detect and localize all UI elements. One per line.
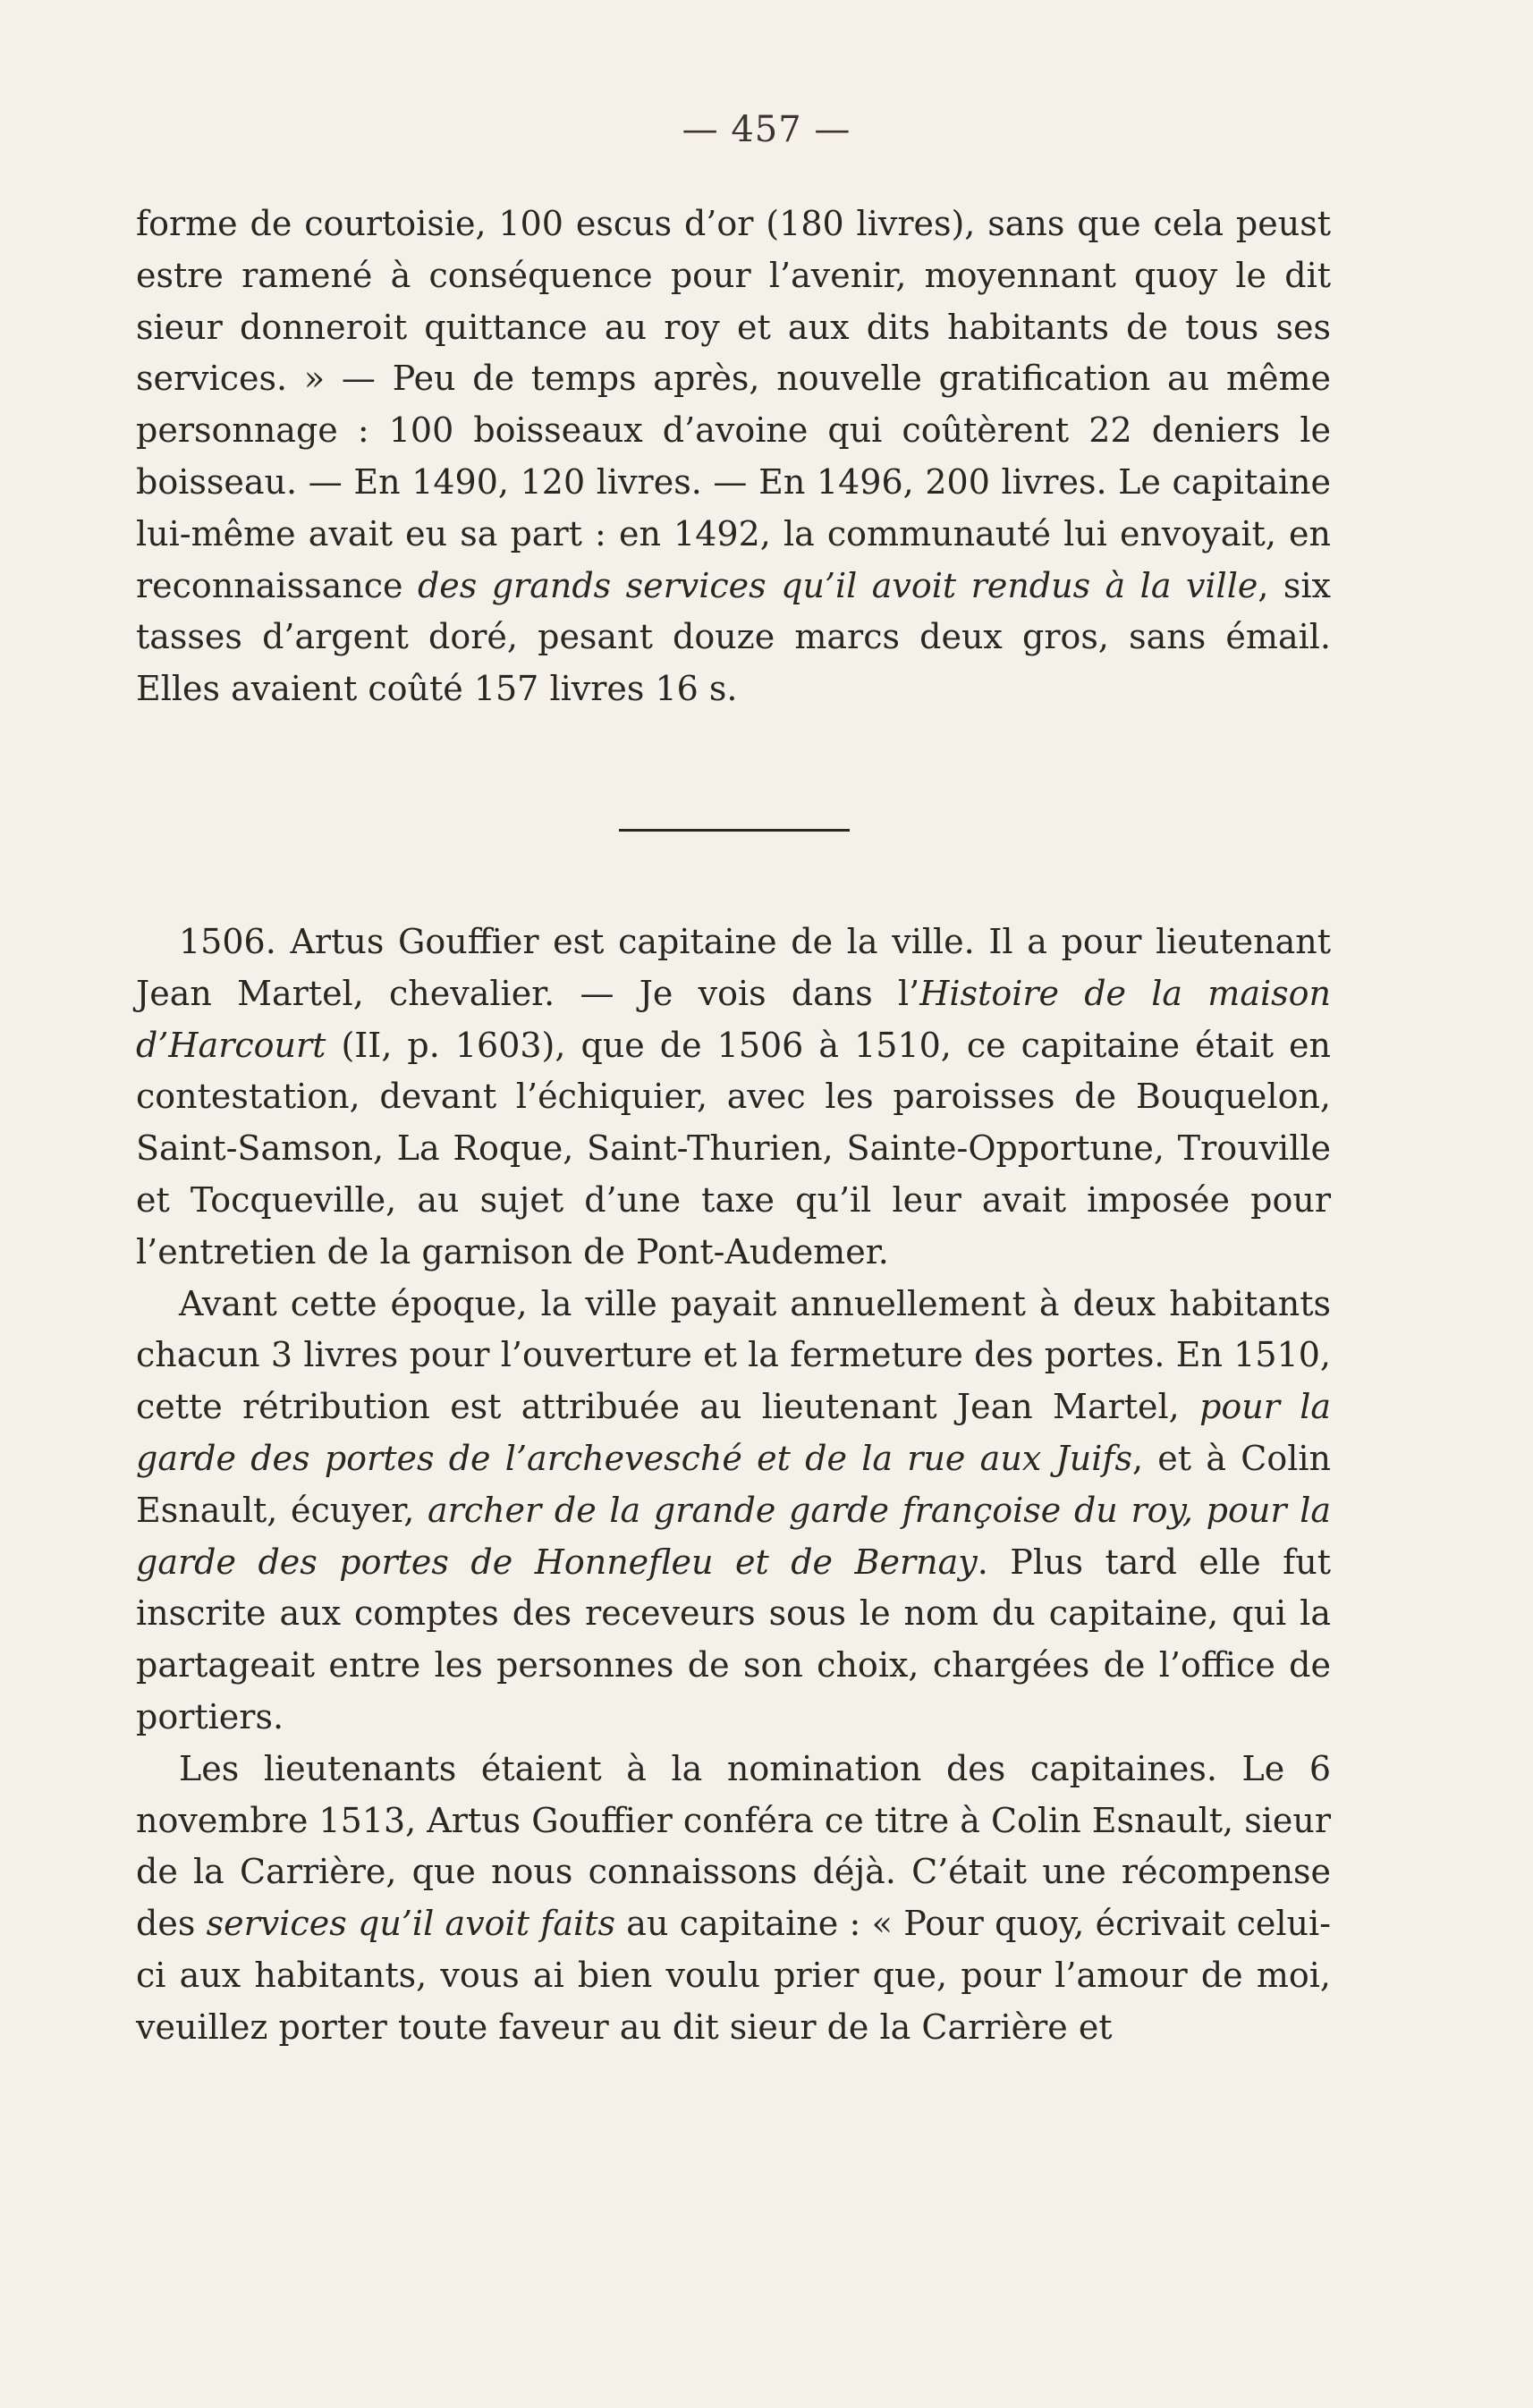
- page-number: — 457 —: [682, 109, 851, 150]
- paragraph-text: Les lieutenants étaient à la nomination des capitaines. Le 6 novembre 1513, Artus Gouffier conféra ce titre à Colin Esnault, sieur de la Carrière, que nous connaissons déjà. C’était une récompense des: [136, 1748, 1331, 1944]
- italic-book-title: Histoire de la maison d’Harcourt: [136, 973, 1331, 1065]
- paragraph-text: forme de courtoisie, 100 escus d’or (180 livres), sans que cela peust estre ramené à conséquence pour l’avenir, moyennant quoy le dit sieur donneroit quittance au roy et aux dits habitants de tous ses services. » — Peu de temps après, nouvelle gratification au même personnage : 100 boisseaux d’avoine qui coûtèrent 22 deniers le boisseau. — En 1490, 120 livres. — En 1496, 200 livres. Le capitaine lui-même avait eu sa part : en 1492, la communauté lui envoyait, en reconnaissance: [136, 204, 1331, 605]
- paragraph-text: (II, p. 1603), que de 1506 à 1510, ce capitaine était en contestation, devant l’échiquier, avec les paroisses de Bouquelon, Saint-Samson, La Roque, Saint-Thurien, Sainte-Opportune, Trouville et Tocqueville, au sujet d’une taxe qu’il leur avait imposée pour l’entretien de la garnison de Pont-Audemer.: [136, 1025, 1331, 1272]
- section-2-text: [136, 917, 1331, 2054]
- paragraph-lieutenants: [136, 1744, 1331, 2054]
- paragraph-text: Avant cette époque, la ville payait annuellement à deux habitants chacun 3 livres pour l’ouverture et la fermeture des portes. En 1510, cette rétribution est attribuée au lieutenant Jean Martel,: [136, 1283, 1331, 1427]
- italic-quote: services qu’il avoit faits: [206, 1904, 615, 1944]
- paragraph-text: , et à Colin Esnault, écuyer,: [136, 1438, 1332, 1530]
- section-1-text: [136, 199, 1331, 715]
- italic-quote: archer de la grande garde françoise du roy, pour la garde des portes de Honnefleu et de Bernay: [136, 1490, 1332, 1582]
- paragraph-1506: [136, 917, 1331, 1279]
- italic-quote: pour la garde des portes de l’archevesché et de la rue aux Juifs: [136, 1387, 1331, 1478]
- paragraph-avant-cette-epoque: [136, 1279, 1331, 1744]
- paragraph-text: 1506. Artus Gouffier est capitaine de la ville. Il a pour lieutenant Jean Martel, chevalier. — Je vois dans l’: [136, 922, 1331, 1013]
- paragraph-text: , six tasses d’argent doré, pesant douze marcs deux gros, sans émail. Elles avaient coûté 157 livres 16 s.: [136, 565, 1331, 709]
- section-divider-rule: [619, 829, 850, 832]
- paragraph-continued: [136, 199, 1331, 715]
- paragraph-text: . Plus tard elle fut inscrite aux comptes des receveurs sous le nom du capitaine, qui la partageait entre les personnes de son choix, chargées de l’office de portiers.: [136, 1542, 1331, 1736]
- paragraph-text: au capitaine : « Pour quoy, écrivait celui-ci aux habitants, vous ai bien voulu prier que, pour l’amour de moi, veuillez porter toute faveur au dit sieur de la Carrière et: [136, 1904, 1331, 2047]
- italic-quote: des grands services qu’il avoit rendus à la ville: [417, 565, 1258, 605]
